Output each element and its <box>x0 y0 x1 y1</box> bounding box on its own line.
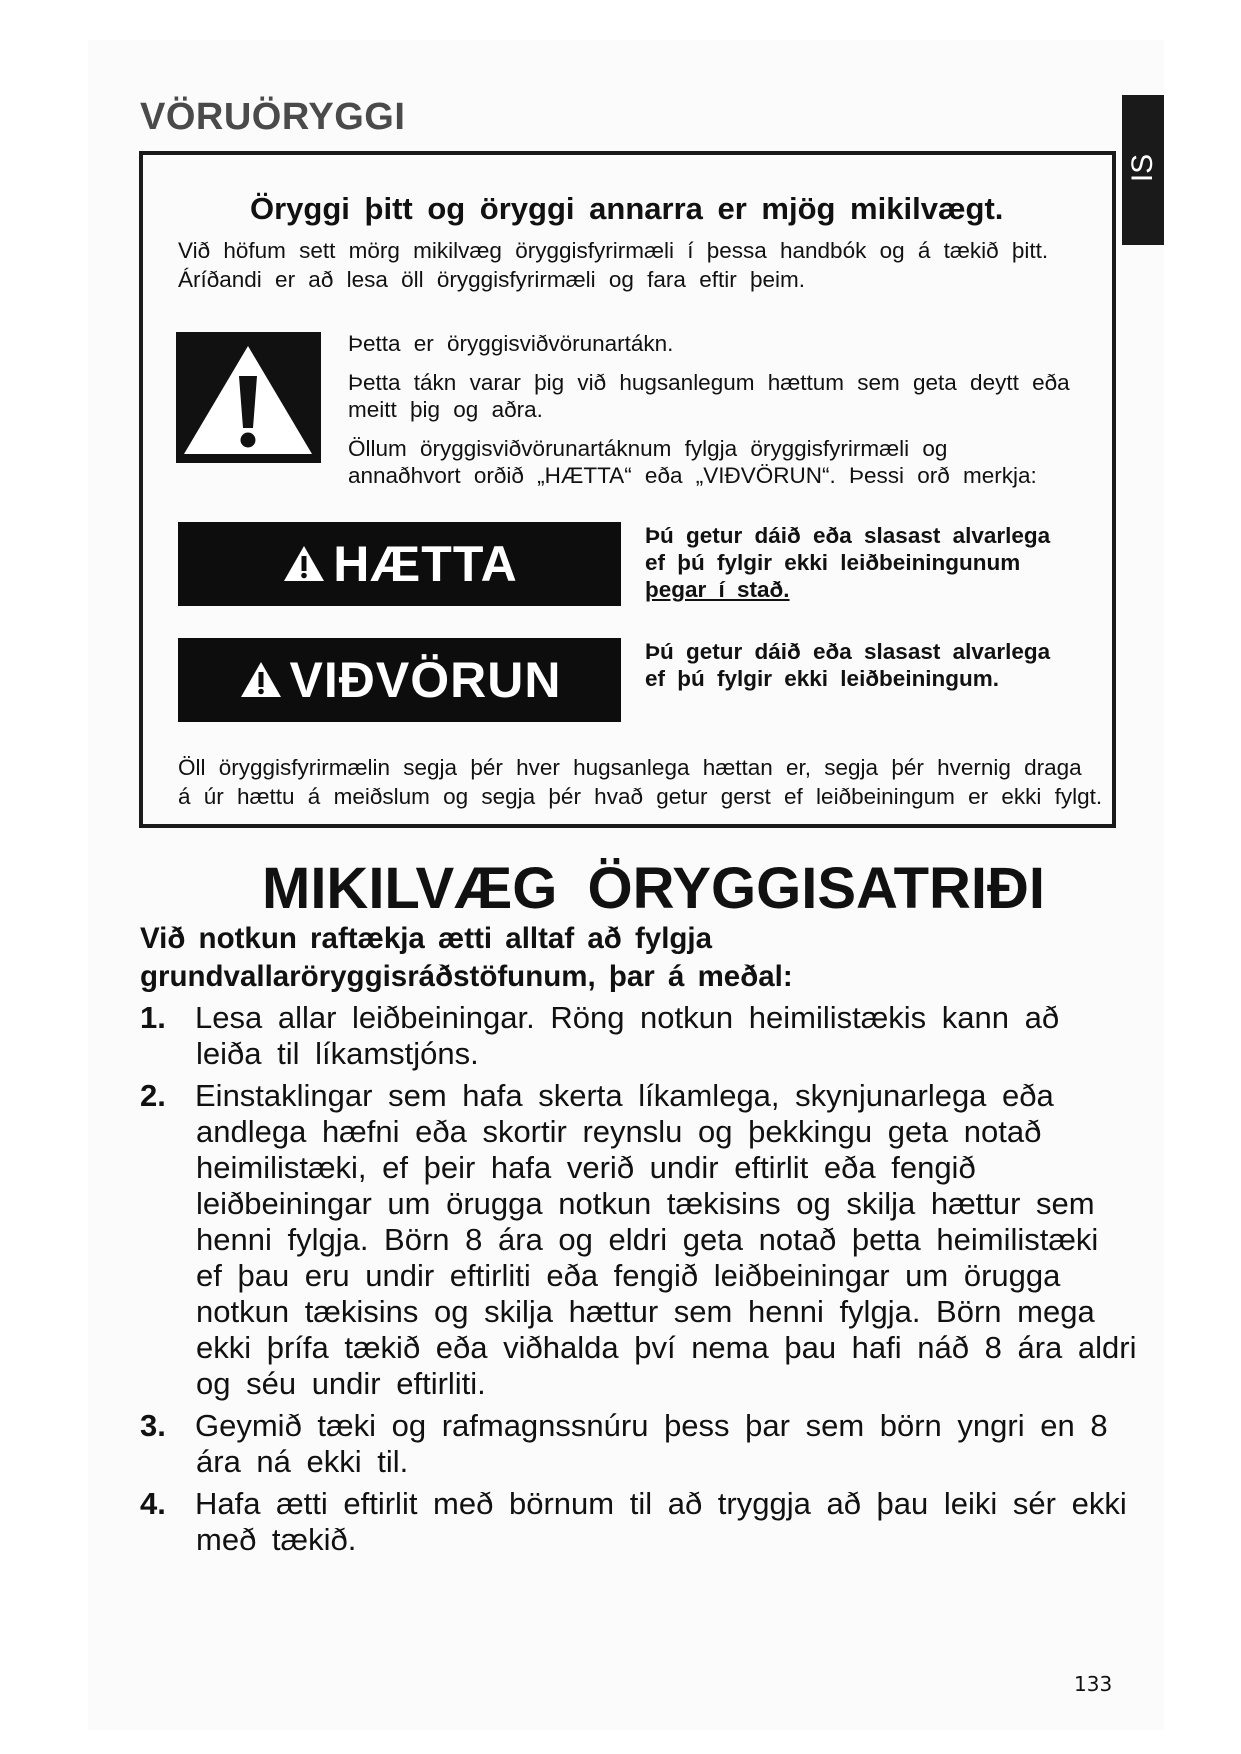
intro-line: Áríðandi er að lesa öll öryggisfyrirmæli og fara eftir þeim. <box>178 267 805 292</box>
item-line: heimilistæki, ef þeir hafa verið undir eftirlit eða fengið <box>196 1150 976 1185</box>
item-line: ekki þrífa tækið eða viðhalda því nema þau hafi náð 8 ára aldri <box>196 1330 1137 1365</box>
language-code: IS <box>1125 153 1159 183</box>
item-line: leiða til líkamstjóns. <box>196 1036 479 1071</box>
lead-paragraph <box>140 920 793 996</box>
item-line: henni fylgja. Börn 8 ára og eldri geta notað þetta heimilistæki <box>196 1222 1099 1257</box>
page-number: 133 <box>1074 1672 1113 1696</box>
warning-triangle-icon <box>238 657 284 703</box>
warning-triangle-icon <box>176 332 321 463</box>
safety-list <box>140 1000 1164 1564</box>
warning-line: ef þú fylgir ekki leiðbeiningum. <box>645 666 1000 691</box>
list-item <box>140 1486 1164 1558</box>
main-title: MIKILVÆG ÖRYGGISATRIÐI <box>262 856 1046 921</box>
list-item <box>140 1408 1164 1480</box>
item-line: og séu undir eftirliti. <box>196 1366 486 1401</box>
warning-triangle-icon <box>281 541 327 587</box>
item-line: Geymið tæki og rafmagnssnúru þess þar sem börn yngri en 8 <box>195 1408 1108 1443</box>
item-line: Lesa allar leiðbeiningar. Röng notkun heimilistækis kann að <box>195 1000 1060 1035</box>
safety-intro <box>178 236 1168 294</box>
danger-line: ef þú fylgir ekki leiðbeiningunum <box>645 550 1021 575</box>
item-number: 2. <box>140 1078 166 1113</box>
danger-line: þegar í stað. <box>645 577 790 602</box>
warning-label-text: VIÐVÖRUN <box>289 652 562 708</box>
list-item <box>140 1078 1164 1402</box>
item-number: 1. <box>140 1000 166 1035</box>
item-number: 3. <box>140 1408 166 1443</box>
intro-line: Við höfum sett mörg mikilvæg öryggisfyrirmæli í þessa handbók og á tækið þitt. <box>178 238 1049 263</box>
item-line: Einstaklingar sem hafa skerta líkamlega, skynjunarlega eða <box>195 1078 1054 1113</box>
item-line: andlega hæfni eða skortir reynslu og þekkingu geta notað <box>196 1114 1042 1149</box>
warning-line: Þú getur dáið eða slasast alvarlega <box>645 639 1051 664</box>
item-line: ef þau eru undir eftirliti eða fengið leiðbeiningar um örugga <box>196 1258 1061 1293</box>
warning-signal-label <box>178 638 621 722</box>
symbol-text: Þetta tákn varar þig við hugsanlegum hættum sem geta deytt eða meitt þig og aðra. <box>348 370 1070 422</box>
warning-description <box>645 638 1050 692</box>
item-line: Hafa ætti eftirlit með börnum til að tryggja að þau leiki sér ekki <box>195 1486 1127 1521</box>
item-number: 4. <box>140 1486 166 1521</box>
language-tab <box>1122 95 1164 245</box>
item-line: notkun tækisins og skilja hættur sem henni fylgja. Börn mega <box>196 1294 1095 1329</box>
list-item <box>140 1000 1164 1072</box>
safety-box-heading: Öryggi þitt og öryggi annarra er mjög mikilvægt. <box>250 191 1004 226</box>
safety-closing <box>178 753 1163 811</box>
danger-label-text: HÆTTA <box>333 536 518 592</box>
danger-description <box>645 522 1050 603</box>
danger-signal-label <box>178 522 621 606</box>
closing-line: á úr hættu á meiðslum og segja þér hvað getur gerst ef leiðbeiningum er ekki fylgt. <box>178 784 1103 809</box>
symbol-text: Þetta er öryggisviðvörunartákn. <box>348 331 674 356</box>
lead-line: grundvallaröryggisráðstöfunum, þar á meðal: <box>140 960 793 993</box>
lead-line: Við notkun raftækja ætti alltaf að fylgja <box>140 922 713 955</box>
item-line: með tækið. <box>196 1522 357 1557</box>
item-line: leiðbeiningar um örugga notkun tækisins og skilja hættur sem <box>196 1186 1095 1221</box>
symbol-text: Öllum öryggisviðvörunartáknum fylgja öryggisfyrirmæli og annaðhvort orðið „HÆTTA“ eða „VIÐVÖRUN“. Þessi orð merkja: <box>348 436 1037 488</box>
item-line: ára ná ekki til. <box>196 1444 409 1479</box>
closing-line: Öll öryggisfyrirmælin segja þér hver hugsanlega hættan er, segja þér hvernig draga <box>178 755 1082 780</box>
symbol-explanation <box>348 330 1070 501</box>
danger-line: Þú getur dáið eða slasast alvarlega <box>645 523 1051 548</box>
section-title: VÖRUÖRYGGI <box>140 96 406 138</box>
